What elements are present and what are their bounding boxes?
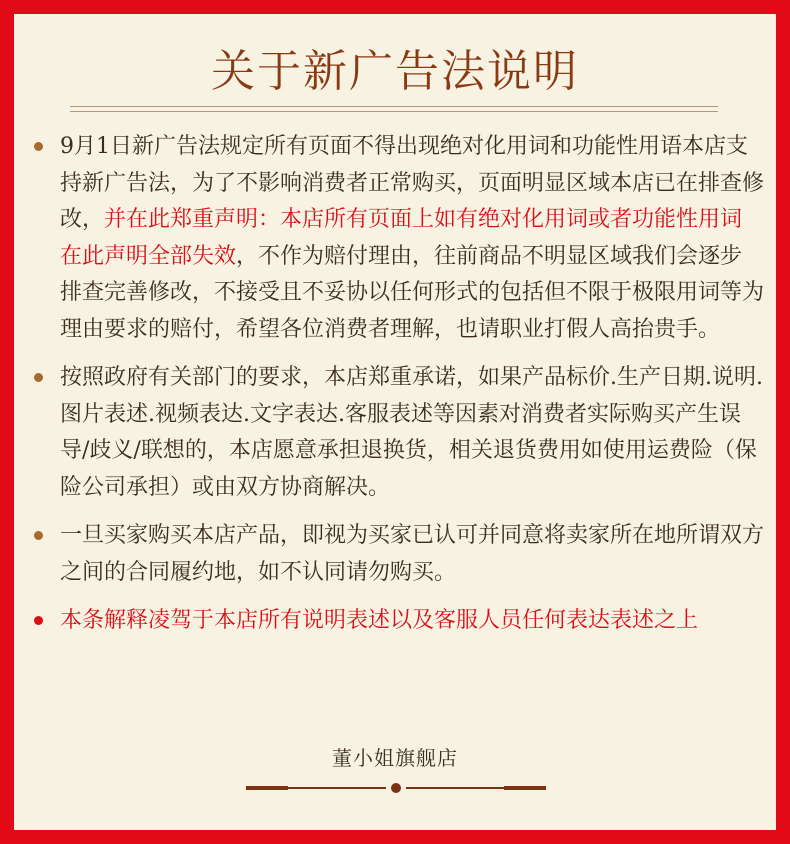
bullet-dot-icon [34,616,43,625]
store-name: 董小姐旗舰店 [332,746,458,770]
ornament-line-right [406,787,504,789]
ornament-line-left [288,787,386,789]
notice-text: 按照政府有关部门的要求，本店郑重承诺，如果产品标价.生产日期.说明.图片表述.视频表达.文字表达.客服表述等因素对消费者实际购买产生误导/歧义/联想的，本店愿意承担退换货，相关退货费用如使用运费险（保险公司承担）或由双方协商解决。 [60,365,763,500]
divider-ornament-icon [246,782,546,794]
notice-highlight-text: 本条解释凌驾于本店所有说明表述以及客服人员任何表达表述之上 [60,608,699,633]
notice-highlight-text: 并在此郑重声明：本店所有页面上如有绝对化用词或者功能性用词在此声明全部失效 [60,207,743,269]
notice-text: ，不作为赔付理由，往前商品不明显区域我们会逐步排查完善修改，不接受且不妥协以任何形式的包括但不限于极限用词等为理由要求的赔付，希望各位消费者理解，也请职业打假人高抬贵手。 [60,243,765,342]
notice-text: 一旦买家购买本店产品，即视为买家已认可并同意将卖家所在地所谓双方之间的合同履约地，如不认同请勿购买。 [60,523,765,585]
bullet-dot-icon [34,531,43,540]
title-divider-line [70,106,718,107]
notice-item-final-interpretation [34,603,764,640]
ornament-bar-left [246,786,288,790]
ornament-bar-right [504,786,546,790]
notice-card [14,14,776,830]
notice-item-purchase-agreement [34,518,764,591]
title-divider-line-second [70,111,718,112]
notice-list [34,129,764,652]
notice-item-ad-law [34,129,764,348]
bullet-dot-icon [34,142,43,151]
ornament-dot [391,783,401,793]
page-title: 关于新广告法说明 [211,46,579,97]
bullet-dot-icon [34,373,43,382]
notice-text: 9月1日新广告法规定所有页面不得出现绝对化用词和功能性用语本店支持新广告法，为了不影响消费者正常购买，页面明显区域本店已在排查修改， [60,134,765,232]
notice-item-government-requirement [34,360,764,506]
